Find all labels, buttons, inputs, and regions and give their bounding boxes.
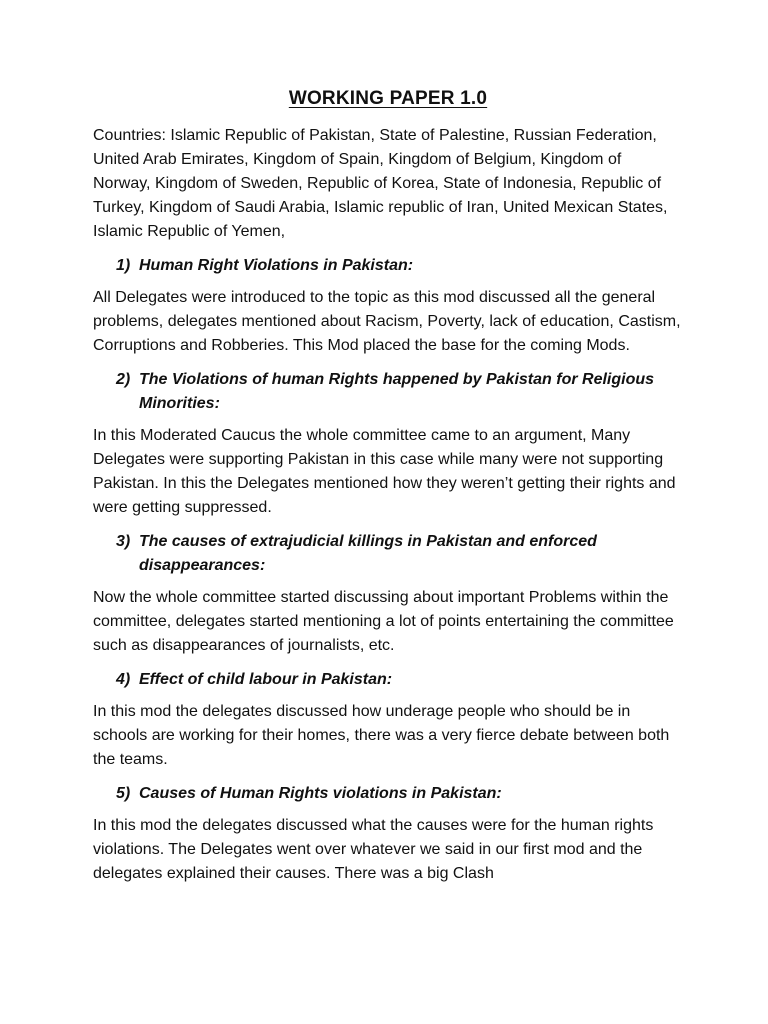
section-heading-2 <box>93 368 683 416</box>
section-body-3: Now the whole committee started discussing about important Problems within the committee, delegates started mentioning a lot of points entertaining the committee such as disappearances of journalists, etc. <box>93 589 674 654</box>
section-heading-3 <box>93 530 683 578</box>
section-heading-5 <box>93 782 683 806</box>
section-body-1: All Delegates were introduced to the topic as this mod discussed all the general problems, delegates mentioned about Racism, Poverty, lack of education, Castism, Corruptions and Robberies. This Mod placed the base for the coming Mods. <box>93 289 681 354</box>
document-title: WORKING PAPER 1.0 <box>288 88 488 109</box>
section-body-2: In this Moderated Caucus the whole committee came to an argument, Many Delegates were supporting Pakistan in this case while many were not supporting Pakistan. In this the Delegates mentioned how they weren’t getting their rights and were getting suppressed. <box>93 427 676 516</box>
section-number: 3) <box>116 533 131 550</box>
section-heading-text: Effect of child labour in Pakistan: <box>139 671 393 688</box>
section-heading-4 <box>93 668 683 692</box>
section-body-5: In this mod the delegates discussed what the causes were for the human rights violations. The Delegates went over whatever we said in our first mod and the delegates explained their causes. There was a big Clash <box>93 817 654 882</box>
section-body-4: In this mod the delegates discussed how underage people who should be in schools are working for their homes, there was a very fierce debate between both the teams. <box>93 703 670 768</box>
section-heading-1 <box>93 254 683 278</box>
section-number: 4) <box>116 671 131 688</box>
section-heading-text: The causes of extrajudicial killings in Pakistan and enforced disappearances: <box>139 533 597 574</box>
section-number: 5) <box>116 785 131 802</box>
document-content <box>93 88 683 896</box>
section-heading-text: The Violations of human Rights happened by Pakistan for Religious Minorities: <box>139 371 655 412</box>
section-heading-text: Human Right Violations in Pakistan: <box>139 257 414 274</box>
section-heading-text: Causes of Human Rights violations in Pakistan: <box>139 785 502 802</box>
countries-paragraph: Countries: Islamic Republic of Pakistan, State of Palestine, Russian Federation, United Arab Emirates, Kingdom of Spain, Kingdom of Belgium, Kingdom of Norway, Kingdom of Sweden, Republic of Korea, State of Indonesia, Republic of Turkey, Kingdom of Saudi Arabia, Islamic republic of Iran, United Mexican States, Islamic Republic of Yemen, <box>93 127 668 240</box>
section-number: 1) <box>116 257 131 274</box>
section-number: 2) <box>116 371 131 388</box>
